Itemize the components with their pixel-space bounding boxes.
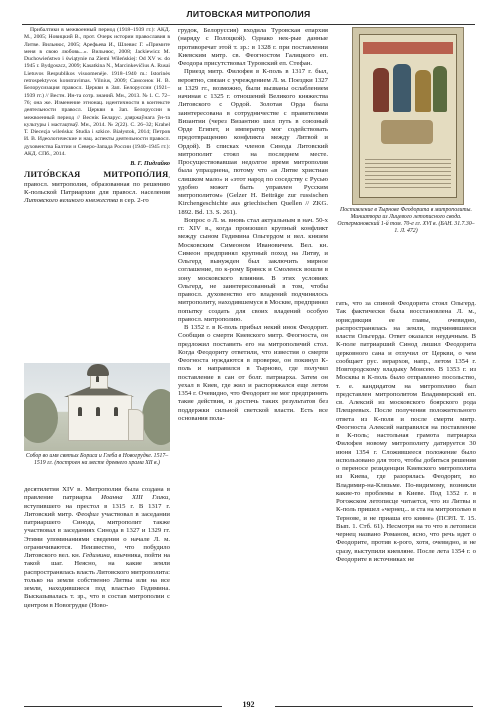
author-signature: В. Г. Пидгайко [130,160,170,168]
para-cont-a: десятилетия XIV в. Митрополия была создана в правление патриарха [24,486,170,502]
church-dome [87,364,109,376]
col2-paragraph-2: Приезд митр. Филофея в К-поль в 1317 г. был, вероятно, связан с учреждением Л. м. Поездки 1327 и 1329 гг., возможно, были вызваны ослаблением начиная с 1325 г. отношений Великого княжества Литовского с Ордой. Золотая Орда была заинтересована в сотрудничестве с правителями Византии (через Византию шел путь в союзный Орде Египет, и император мог содействовать предотвращению конфликта между Литвой и Ордой). В списках членов Синода Литовский митрополит стоял на последнем месте. Просуществовавшая недолгое время митрополия была упразднена, потому что «в Литве христиан слишком мало» и «этот народ по соседству с Русью удобно может быть управлен Русским митрополитом» (Gelzer H. Beiträge zur russischen Kirchengeschichte aus griechischen Quellen // ZKG. 1892. Bd. 13. S. 261). [178,68,328,216]
church-window [114,407,118,416]
column-2 [178,27,328,423]
church-apse [128,409,144,441]
miniature-text-lines [365,156,451,190]
church-window [78,407,82,416]
col2-paragraph-3: Вопрос о Л. м. вновь стал актуальным в нач. 50-х гг. XIV в., когда произошел крупный конфликт между сыном Гедимина Ольгердом и вел. князем Московским Симеоном Ивановичем. Вел. кн. Симеон предпринял крупный поход на Литву, и Ольгерд вынужден был заключить мирное соглашение, по к-рому Брянск и Смоленск вошли в зону московского влияния. В этих условиях Ольгерд, не заинтересованный в том, чтобы правосл. духовенство его владений подчинялось митрополиту, находившемуся в Москве, предпринял попытку создать для своих владений особую правосл. митрополию. [178,216,328,323]
miniature-illustration [352,27,464,205]
col3-paragraph: гать, что за спиной Феодорита стоял Ольгерд. Так фактически была восстановлена Л. м., юрисдикция ее главы, очевидно, распространялась на земли, подчинявшиеся власти Ольгерда. Ответ оказался неудачным. В К-поле патриарший Синод лишил Феодорита церковного сана и отлучил от Церкви, о чем сообщает рус. иерархов, напр., летом 1354 г. Новгородскому владыку Моисею. В 1353 г. из Москвы в К-поль было отправлено посольство, т. е. кандидатом на митрополию был представлен митрополитом Владимирский еп. св. Алексий из московского боярского рода Плещеевых. После получения положительного ответа из К-поля и после смерти митр. Феогноста Алексий направился на поставление в К-поль; настольная грамота патриарха Филофея новому митрополиту датируется 30 июня 1354 г. Сложившееся положение было использовано для того, чтобы добиться решения о переносе резиденции Киевского митрополита из Киева, где разорялась Феодорит, во Владимир-на-Клязьме. По-видимому, возникли какие-то проблемы в Киеве. Под 1352 г. в Рогожском летописце читается, что из Литвы в К-поль пришел «чернец... и ста на митрополью в Тернове, и не приаша его кияне» (ПСРЛ. Т. 15. Вып. 1. Стб. 61). Несмотря на то что в летописи чернец названо Романом, ясно, что речь идет о Феодорите, против к-рого, хотя, очевидно, и не сразу, выступили киевляне. После лета 1354 г. о Феодорите в источниках не [336,300,476,563]
column-1 [24,27,170,205]
church-body [68,395,132,441]
church-window [96,376,99,382]
page-footer [0,700,497,714]
church-photo-caption: Собор во имя святых Бориса и Глеба в Новогрудке. 1517–1519 гг. (построен на месте древнего храма XII в.) [25,453,169,467]
church-window [96,407,100,416]
entry-text-a: , правосл. митрополия, образованная по решению К-польской Патриархии для правосл. населения [24,172,170,196]
miniature-figure [433,66,447,112]
miniature-building [381,120,433,144]
miniature-band [363,42,453,54]
church-photo [24,363,170,451]
para-cont-em1: Иоанна XIII Глики [101,494,169,502]
col2-paragraph-1: грудок, Белоруссия) входила Туровская епархия (наряду с Полоцкой). Однако нек-рые данные противоречат этой т. зр.: в 1328 г. при поставлении Киевским митр. св. Феогностом Галицкого еп. Феодора присутствовал Туровский еп. Стефан. [178,27,328,67]
entry-text-b: в сер. 2-го [118,197,149,205]
para-cont-em3: Гедимина [82,552,110,559]
para-cont-em2: Феофил [76,510,99,518]
running-header-title: ЛИТОВСКАЯ МИТРОПОЛИЯ [186,9,311,19]
running-header [22,8,475,25]
column-1-continuation [24,486,170,610]
miniature-caption: Поставление в Тырнове Феодорита в митрополиты. Миниатюра из Лицевого летописного свода. Остермановский 1-й том. 70-е гг. XVI в. (БАН. 31.7.30–1. Л. 472) [337,207,475,235]
column-3 [336,300,476,564]
tree-left [24,393,58,443]
entry-headword: ЛИТО́ВСКАЯ МИТРОПО́ЛИЯ [24,170,169,180]
miniature-figure [373,68,389,112]
para-cont-d: , язычника, пойти на такой шаг. Неясно, на какие земли распространялась власть Литовского митрополита: только на земли собственно Литвы или на все земли, находившиеся под властью Гедимина. Высказывалась т. зр., что в состав митрополии с центром в Новогрудке (Ново- [24,552,170,609]
miniature-figure [393,64,411,112]
entry-text-em: Литовского великого княжества [24,197,119,205]
tree-right [142,389,170,445]
para-cont-c: участвовал в заседании патриаршего Синода, митрополит также участвовал в заседаниях Синода в 1327 и 1329 гг. Этими упоминаниями сведения о начале Л. м. ограничиваются. Неизвестно, что побудило Литовского вел. кн. [24,510,171,559]
footer-rule-right [275,706,473,707]
page-number: 192 [242,700,255,709]
entry-intro [24,171,170,205]
bibliography-text: Прибалтики в межвоенный период (1918–1939 гг.): АКД. М., 2005; Новицкий В., прот. Очерк истории православия в Литве. Вильнюс, 2005; Арефьева И., Шлевис Г. «Примите меня в свою любовь...». Вильнюс, 2008; Jackiewicz M. Duchowieństwo i świątynie na Ziemi Wileńskiej: Od XV w. do 1945 r. Bydgoszcz, 2009; Kasatkina N., Marcinkevičius A. Rusai Lietuvos Respublikos visuomenėje. 1918–1940 m.: Istorinės retrospektyvos konstravimas. Vilnius, 2009; Самсонок Н. В. Белорусизация правосл. Церкви в Зап. Белоруссии (1921–1939 гг.) // Вестн. Ин-та сотр. знаний. Мн., 2013. № 1. С. 72–76; она же. Изменение этнонац. идентичности в контексте деятельности правосл. Церкви в Зап. Белоруссии в межвоенный период // Веснік Беларус. дзяржаўнага ўн-та культуры і мастацтваў. Мн., 2014. № 2(22). С. 26–32; Krahel T. Diecezja wileńska: Studia i szkice. Białystok, 2014; Петров И. В. Идеологические и нац. аспекты деятельности правосл. духовенства Балтии и Северо-Запада России (1940–1945 гг.): АКД. СПб., 2014. [24,27,170,158]
col2-paragraph-4: В 1352 г. в К-поль прибыл некий инок Феодорит. Сообщив о смерти Киевского митр. Феогноста, он предложил поставить его на митрополичий стол. Когда Феодориту ответили, что известия о смерти Феогноста нуждаются в проверке, он покинул К-поль и направился в Тырново, где получил поставление в сан от болг. патриарха. Затем он уехал в Киев, где жил и распоряжался еще летом 1354 г. Очевидно, что Феодорит не мог предпринять такие действия, и достичь таких результатов без поддержки сильной светской власти. Есть все основания пола- [178,324,328,422]
para-cont-b: , вступившего на престол в 1315 г. В 1317 г. Литовский митр. [24,494,170,518]
bibliography-block [24,27,170,168]
miniature-figure [415,70,431,112]
